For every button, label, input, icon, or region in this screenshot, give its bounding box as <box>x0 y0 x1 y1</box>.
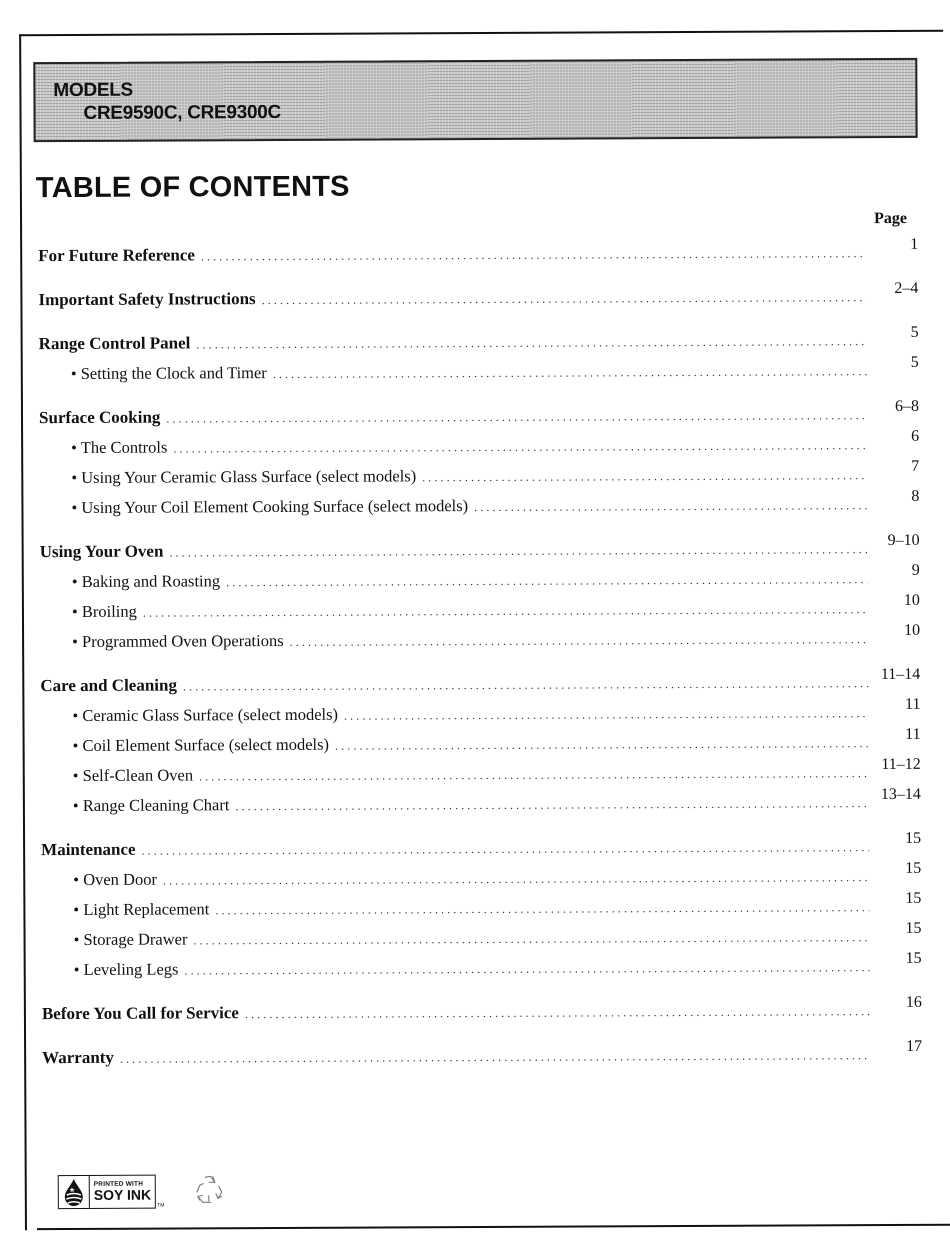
dot-leader <box>163 870 869 888</box>
toc-entry-setting-clock-timer[interactable] <box>39 353 919 394</box>
toc-entry-ceramic-glass-surface-care[interactable] <box>40 695 921 736</box>
toc-entry-label: • Setting the Clock and Timer <box>70 363 267 383</box>
toc-entry-page: 10 <box>904 621 921 639</box>
toc-entry-label: Using Your Oven <box>39 541 164 562</box>
toc-entry-page: 5 <box>910 323 919 341</box>
toc-entry-page: 16 <box>905 993 922 1011</box>
dot-leader <box>196 334 866 352</box>
toc-entry-care-and-cleaning[interactable] <box>40 665 921 706</box>
toc-entry-page: 1 <box>910 235 919 253</box>
dot-leader <box>120 1048 870 1067</box>
toc-entry-page: 15 <box>905 919 922 937</box>
toc-entry-page: 6–8 <box>894 397 920 415</box>
toc-entry-programmed-oven-operations[interactable] <box>40 621 921 662</box>
toc-entry-ceramic-glass-surface-use[interactable] <box>39 457 920 498</box>
toc-list <box>38 235 923 1078</box>
toc-entry-using-your-oven[interactable] <box>39 531 920 572</box>
page-column-header: Page <box>874 209 907 228</box>
toc-entry-page: 17 <box>906 1037 923 1055</box>
toc-entry-label: Range Control Panel <box>38 333 191 354</box>
toc-entry-label: • Self-Clean Oven <box>72 765 194 785</box>
toc-entry-page: 5 <box>910 353 919 371</box>
toc-entry-label: • Storage Drawer <box>73 929 188 949</box>
toc-entry-storage-drawer[interactable] <box>42 919 922 960</box>
toc-entry-page: 11 <box>904 695 921 713</box>
dot-leader <box>335 736 869 754</box>
toc-entry-important-safety-instructions[interactable] <box>38 279 919 320</box>
toc-entry-label: • Coil Element Surface (select models) <box>72 734 330 755</box>
toc-entry-page: 15 <box>905 829 922 847</box>
dot-leader <box>235 796 869 814</box>
soy-ink-logo <box>58 1175 165 1210</box>
toc-entry-label: • Ceramic Glass Surface (select models) <box>72 704 339 725</box>
toc-entry-label: • Leveling Legs <box>73 959 179 979</box>
dot-leader <box>245 1004 870 1022</box>
toc-entry-label: • Oven Door <box>73 869 157 889</box>
toc-entry-label: Warranty <box>42 1047 114 1068</box>
toc-entry-light-replacement[interactable] <box>41 889 922 930</box>
toc-entry-broiling[interactable] <box>40 591 920 632</box>
page-border-left <box>19 34 27 1230</box>
dot-leader <box>142 840 870 859</box>
toc-entry-page: 6 <box>911 427 920 445</box>
toc-entry-coil-element-surface-care[interactable] <box>41 725 921 766</box>
dot-leader <box>273 364 867 382</box>
soy-ink-drop-icon <box>59 1176 90 1208</box>
soy-ink-line1: PRINTED WITH <box>93 1180 144 1188</box>
toc-entry-warranty[interactable] <box>42 1037 923 1078</box>
models-banner <box>33 58 917 142</box>
toc-entry-self-clean-oven[interactable] <box>41 755 921 796</box>
toc-entry-page: 11–12 <box>881 755 921 774</box>
toc-entry-range-control-panel[interactable] <box>38 323 919 364</box>
toc-entry-page: 11–14 <box>880 665 921 684</box>
toc-entry-coil-element-surface-use[interactable] <box>39 487 920 528</box>
dot-leader <box>262 290 867 308</box>
models-list: CRE9590C, CRE9300C <box>83 101 281 124</box>
toc-entry-page: 10 <box>903 591 920 609</box>
dot-leader <box>290 632 869 650</box>
dot-leader <box>201 246 866 264</box>
toc-entry-page: 15 <box>905 889 922 907</box>
toc-entry-range-cleaning-chart[interactable] <box>41 785 921 826</box>
toc-entry-page: 15 <box>905 949 922 967</box>
toc-entry-before-you-call[interactable] <box>41 993 922 1034</box>
toc-entry-the-controls[interactable] <box>39 427 920 468</box>
toc-entry-label: • Baking and Roasting <box>71 571 221 591</box>
toc-entry-page: 7 <box>911 457 920 475</box>
dot-leader <box>474 498 867 515</box>
page-title: TABLE OF CONTENTS <box>35 170 350 205</box>
toc-entry-label: • Light Replacement <box>73 899 210 919</box>
toc-entry-baking-roasting[interactable] <box>40 561 920 602</box>
toc-entry-for-future-reference[interactable] <box>38 235 919 276</box>
dot-leader <box>173 438 867 456</box>
page-border-bottom <box>37 1224 950 1230</box>
toc-entry-surface-cooking[interactable] <box>38 397 920 438</box>
dot-leader <box>183 676 868 694</box>
toc-entry-label: • Programmed Oven Operations <box>72 630 284 651</box>
dot-leader <box>422 468 867 485</box>
toc-entry-label: • Using Your Ceramic Glass Surface (select models) <box>71 466 417 487</box>
dot-leader <box>344 706 869 724</box>
dot-leader <box>143 602 868 621</box>
toc-entry-label: Maintenance <box>41 839 136 860</box>
footer-logos <box>58 1171 227 1212</box>
dot-leader <box>215 900 869 918</box>
toc-entry-oven-door[interactable] <box>41 859 922 900</box>
toc-entry-label: • Using Your Coil Element Cooking Surface (select models) <box>71 496 469 517</box>
toc-entry-label: Important Safety Instructions <box>38 289 256 310</box>
toc-entry-label: For Future Reference <box>38 245 195 266</box>
dot-leader <box>226 572 868 590</box>
toc-entry-page: 15 <box>905 859 922 877</box>
toc-entry-page: 9 <box>911 561 920 579</box>
dot-leader <box>184 960 869 978</box>
soy-ink-badge <box>58 1175 156 1209</box>
page-border-top <box>19 30 943 37</box>
dot-leader <box>169 542 867 560</box>
toc-entry-page: 13–14 <box>880 785 921 804</box>
toc-entry-label: • Broiling <box>71 601 137 621</box>
toc-entry-page: 11 <box>905 725 921 743</box>
dot-leader <box>193 930 869 948</box>
toc-entry-maintenance[interactable] <box>41 829 922 870</box>
toc-entry-label: • Range Cleaning Chart <box>72 795 230 815</box>
toc-entry-page: 9–10 <box>887 531 920 550</box>
trademark-mark: TM <box>157 1202 165 1209</box>
soy-ink-line2: SOY INK <box>93 1186 152 1203</box>
models-label: MODELS <box>53 79 133 102</box>
toc-entry-label: Surface Cooking <box>38 407 161 428</box>
toc-entry-page: 8 <box>911 487 920 505</box>
recycle-icon <box>190 1171 226 1211</box>
toc-entry-leveling-legs[interactable] <box>42 949 922 990</box>
toc-entry-label: • The Controls <box>71 437 168 457</box>
dot-leader <box>199 766 869 784</box>
toc-entry-page: 2–4 <box>894 279 919 297</box>
toc-entry-label: Care and Cleaning <box>40 675 178 696</box>
soy-ink-text <box>90 1176 155 1208</box>
toc-entry-label: Before You Call for Service <box>41 1003 239 1024</box>
dot-leader <box>166 408 867 426</box>
